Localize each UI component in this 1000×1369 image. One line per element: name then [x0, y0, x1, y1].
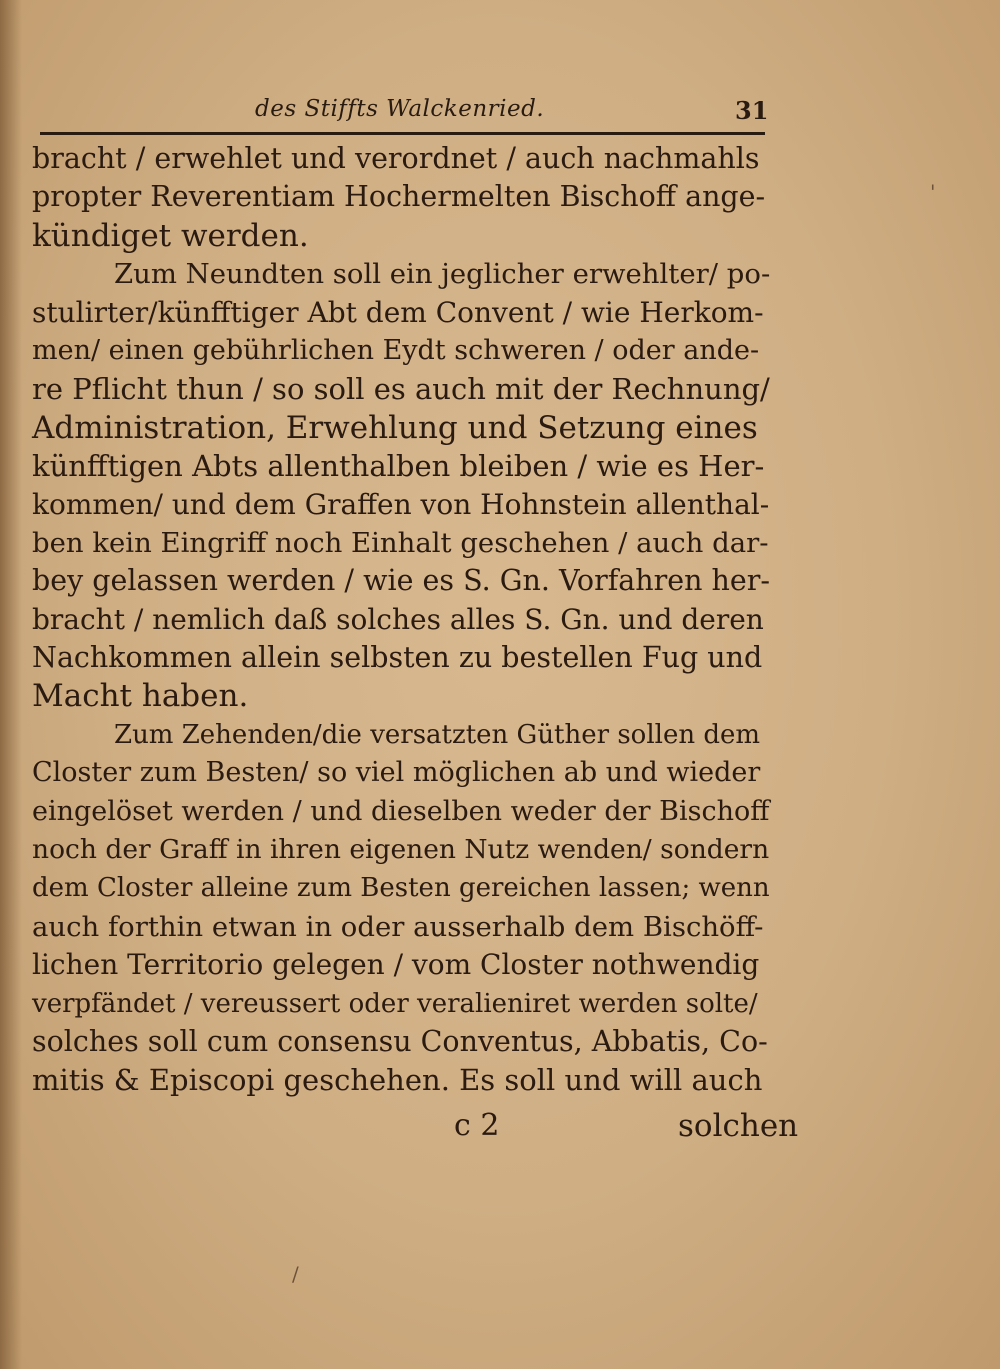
text-line: propter Reverentiam Hochermelten Bischoff ange-: [32, 180, 766, 214]
page-number: 31: [735, 96, 769, 125]
text-line: kommen/ und dem Graffen von Hohnstein allenthal-: [32, 487, 770, 521]
text-line: Administration, Erwehlung und Setzung eines: [32, 409, 758, 446]
text-line: bracht / nemlich daß solches alles S. Gn. und deren: [32, 602, 764, 636]
text-line: Closter zum Besten/ so viel möglichen ab und wieder: [32, 757, 761, 789]
text-line: bracht / erwehlet und verordnet / auch nachmahls: [32, 142, 760, 175]
body-text: [32, 140, 772, 1100]
header-rule: [40, 132, 765, 135]
text-line: men/ einen gebührlichen Eydt schweren / oder ande-: [32, 334, 760, 366]
text-line: ben kein Eingriff noch Einhalt geschehen / auch dar-: [32, 526, 769, 559]
paper-speck: ': [930, 180, 936, 204]
catchword: solchen: [678, 1108, 799, 1144]
text-line: noch der Graff in ihren eigenen Nutz wenden/ sondern: [32, 834, 770, 866]
text-line: eingelöset werden / und dieselben weder der Bischoff: [32, 795, 770, 827]
text-line: stulirter/künfftiger Abt dem Convent / wie Herkom-: [32, 295, 764, 329]
text-line: auch forthin etwan in oder ausserhalb dem Bischöff-: [32, 910, 764, 943]
text-line: re Pflicht thun / so soll es auch mit der Rechnung/: [32, 372, 770, 407]
paragraph-start-line: Zum Zehenden/die versatzten Güther sollen dem: [114, 719, 761, 750]
text-line: dem Closter alleine zum Besten gereichen lassen; wenn: [32, 873, 770, 904]
text-line: mitis & Episcopi geschehen. Es soll und will auch: [32, 1063, 763, 1098]
text-line: verpfändet / vereussert oder veralieniret werden solte/: [32, 988, 758, 1019]
paragraph-start-line: Zum Neundten soll ein jeglicher erwehlter/ po-: [114, 258, 771, 291]
text-line: solches soll cum consensu Conventus, Abbatis, Co-: [32, 1024, 768, 1058]
paper-speck: /: [292, 1262, 299, 1286]
text-line: künfftigen Abts allenthalben bleiben / wie es Her-: [32, 449, 765, 484]
running-head: des Stiffts Walckenried.: [255, 96, 545, 122]
text-line: Nachkommen allein selbsten zu bestellen Fug und: [32, 641, 763, 675]
text-line: lichen Territorio gelegen / vom Closter nothwendig: [32, 948, 760, 982]
binding-shadow: [0, 0, 22, 1369]
text-line: Macht haben.: [32, 678, 249, 715]
text-line: kündiget werden.: [32, 217, 309, 254]
text-line: bey gelassen werden / wie es S. Gn. Vorfahren her-: [32, 564, 770, 598]
signature-mark: c 2: [454, 1108, 500, 1143]
